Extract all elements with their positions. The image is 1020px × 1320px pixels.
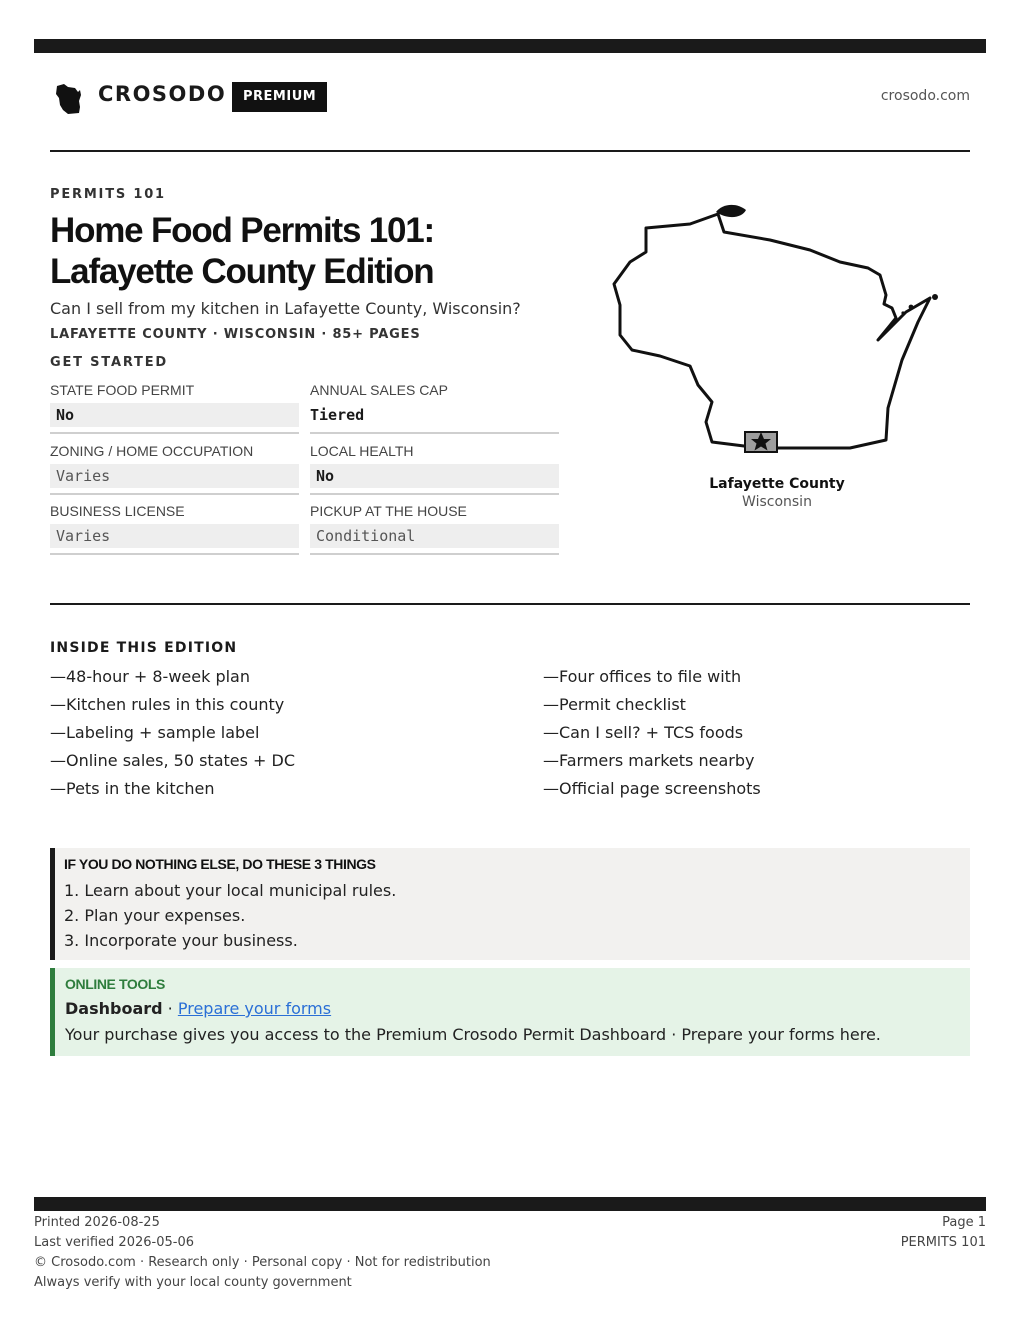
- fact-business-license: [50, 503, 299, 555]
- section-divider: [50, 603, 970, 605]
- bottom-rule-bar: [34, 1197, 986, 1211]
- header-divider: [50, 150, 970, 152]
- callout-item: 2. Plan your expenses.: [64, 906, 246, 925]
- inside-edition-heading: INSIDE THIS EDITION: [50, 640, 238, 656]
- fact-local-health: [310, 443, 559, 495]
- map-caption: [677, 476, 877, 510]
- printed-date: Printed 2026-08-25: [34, 1215, 160, 1230]
- list-item: —Four offices to file with: [543, 667, 742, 686]
- list-item: —Farmers markets nearby: [543, 751, 755, 770]
- fact-label: PICKUP AT THE HOUSE: [310, 503, 467, 519]
- island-dot: [909, 305, 914, 310]
- page-title: [50, 210, 570, 292]
- brand-name: CROSODO: [98, 82, 227, 106]
- dashboard-label: Dashboard: [65, 999, 163, 1018]
- wisconsin-outline: [614, 214, 930, 448]
- prepare-forms-link[interactable]: Prepare your forms: [177, 999, 332, 1018]
- title-line-1: Home Food Permits 101:: [50, 211, 434, 250]
- inside-list-left: [50, 666, 295, 806]
- wisconsin-logo-icon: [54, 80, 86, 116]
- list-item: —Permit checklist: [543, 695, 686, 714]
- fact-value: Conditional: [310, 524, 559, 548]
- list-item: —Labeling + sample label: [50, 723, 260, 742]
- inside-list-right: [543, 666, 761, 806]
- fact-label: ANNUAL SALES CAP: [310, 382, 448, 398]
- premium-badge: PREMIUM: [232, 82, 327, 112]
- page-number: Page 1: [942, 1215, 986, 1230]
- fact-value: Varies: [50, 464, 299, 488]
- fact-zoning: [50, 443, 299, 495]
- top-rule-bar: [34, 39, 986, 53]
- tools-links-line: [65, 999, 970, 1019]
- fact-annual-sales-cap: [310, 382, 559, 434]
- list-item: —Pets in the kitchen: [50, 779, 215, 798]
- verify-note: Always verify with your local county government: [34, 1275, 352, 1290]
- callout-item: 1. Learn about your local municipal rules.: [64, 881, 397, 900]
- tools-title: ONLINE TOOLS: [65, 976, 165, 992]
- fact-label: LOCAL HEALTH: [310, 443, 414, 459]
- list-item: —Online sales, 50 states + DC: [50, 751, 296, 770]
- island-dot: [901, 311, 904, 314]
- tools-description: Your purchase gives you access to the Premium Crosodo Permit Dashboard · Prepare your forms here.: [65, 1025, 881, 1044]
- callout-title: IF YOU DO NOTHING ELSE, DO THESE 3 THINGS: [64, 856, 376, 872]
- map-county-label: Lafayette County: [709, 476, 845, 492]
- list-item: —Can I sell? + TCS foods: [543, 723, 744, 742]
- get-started-heading: GET STARTED: [50, 355, 168, 370]
- fact-state-food-permit: [50, 382, 299, 434]
- fact-label: ZONING / HOME OCCUPATION: [50, 443, 254, 459]
- page-header: [50, 76, 970, 120]
- list-item: —Official page screenshots: [543, 779, 761, 798]
- fact-value: Varies: [50, 524, 299, 548]
- footer-left: [34, 1213, 491, 1293]
- fact-label: STATE FOOD PERMIT: [50, 382, 195, 398]
- separator: ·: [162, 999, 178, 1018]
- fact-value: No: [50, 403, 299, 427]
- island-dot: [932, 294, 938, 300]
- edition-meta: LAFAYETTE COUNTY · WISCONSIN · 85+ PAGES: [50, 327, 421, 342]
- online-tools-callout: [50, 968, 970, 1056]
- fact-value: No: [310, 464, 559, 488]
- wisconsin-map: [610, 200, 950, 462]
- map-state-label: Wisconsin: [742, 494, 812, 510]
- section-kicker: PERMITS 101: [50, 187, 166, 202]
- page-subtitle: Can I sell from my kitchen in Lafayette County, Wisconsin?: [50, 299, 521, 318]
- list-item: —Kitchen rules in this county: [50, 695, 285, 714]
- footer-section: PERMITS 101: [900, 1235, 986, 1250]
- fact-value: Tiered: [310, 406, 365, 424]
- list-item: —48-hour + 8-week plan: [50, 667, 250, 686]
- title-line-2: Lafayette County Edition: [50, 252, 434, 291]
- footer-right: [901, 1213, 986, 1253]
- copyright-notice: © Crosodo.com · Research only · Personal copy · Not for redistribution: [34, 1255, 491, 1270]
- verified-date: Last verified 2026-05-06: [34, 1235, 194, 1250]
- three-things-callout: [50, 848, 970, 960]
- callout-item: 3. Incorporate your business.: [64, 931, 298, 950]
- fact-label: BUSINESS LICENSE: [50, 503, 185, 519]
- site-url[interactable]: crosodo.com: [880, 88, 970, 104]
- fact-pickup-at-house: [310, 503, 559, 555]
- door-peninsula-islands: [716, 205, 746, 217]
